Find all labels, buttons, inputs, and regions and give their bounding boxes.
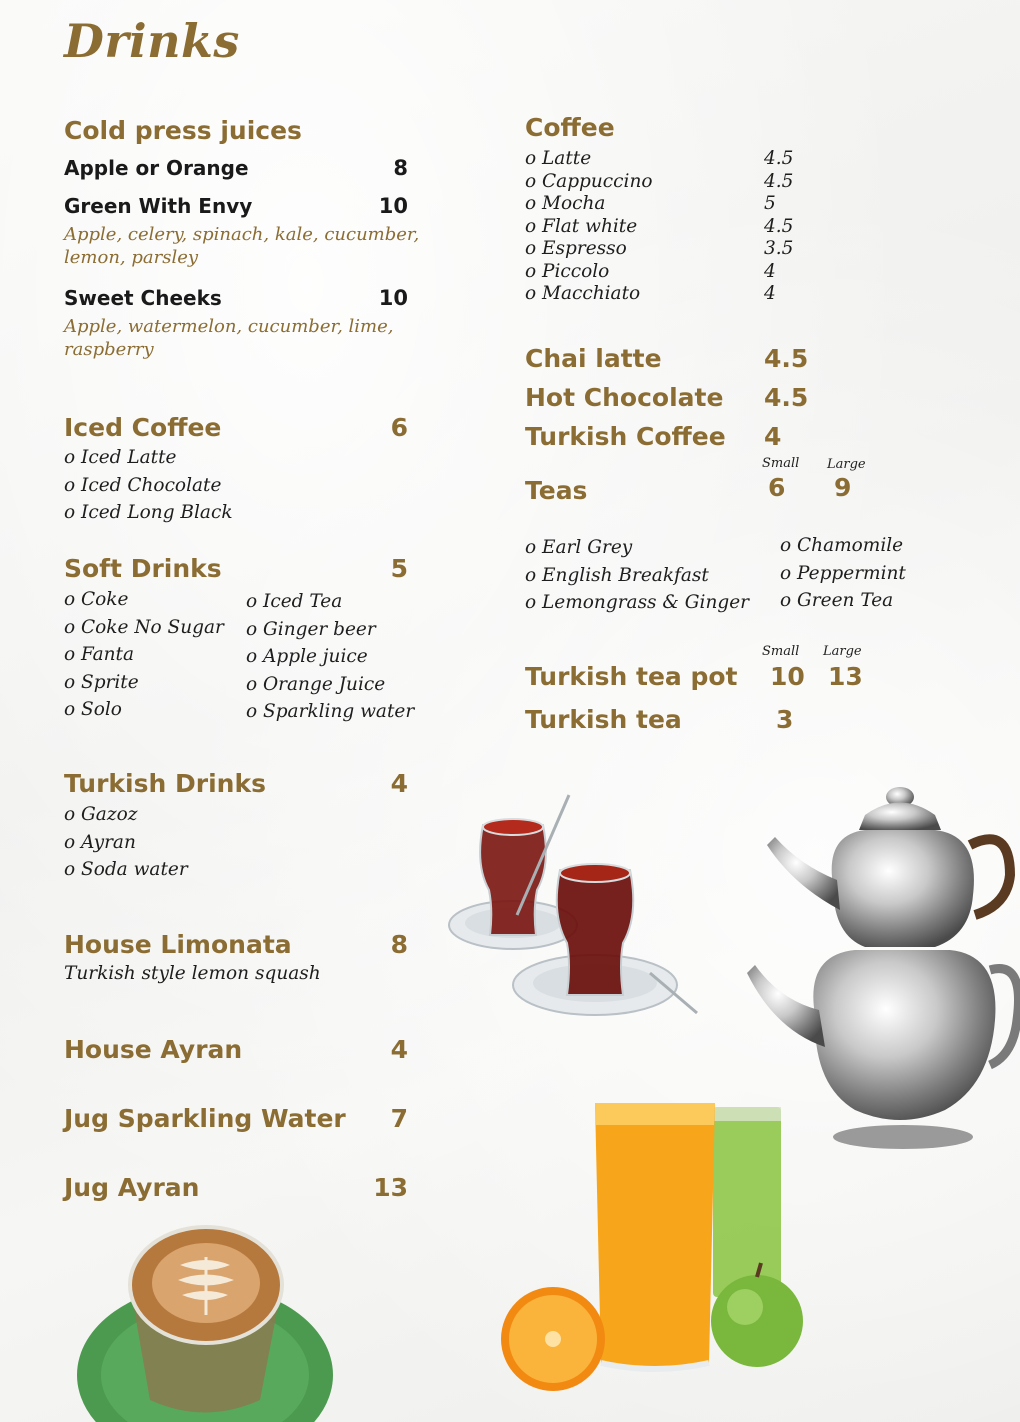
list-item: o Flat white (525, 215, 638, 237)
list-item: o Latte (525, 148, 592, 169)
list-item-price: 5 (764, 193, 776, 214)
tea-glasses-image (445, 785, 705, 1025)
list-item: o Soda water (64, 859, 188, 880)
iced-coffee-list (64, 444, 233, 527)
list-item: o Peppermint (780, 562, 906, 584)
list-item: o Solo (64, 699, 122, 720)
hot-chocolate-heading: Hot Chocolate (525, 383, 724, 412)
list-item: o Iced Tea (246, 591, 343, 612)
coffee-prices (764, 148, 793, 306)
menu-item-description: Apple, celery, spinach, kale, cucumber, lemon, parsley (64, 224, 420, 268)
list-item: o Fanta (64, 644, 135, 665)
tea-pot-small-price: 10 (770, 662, 805, 691)
iced-coffee-heading: Iced Coffee (64, 413, 222, 442)
list-item-price: 3.5 (764, 238, 794, 259)
tea-pot-small-label: Small (762, 644, 800, 659)
chai-latte-heading: Chai latte (525, 344, 662, 373)
teas-list-2 (780, 532, 906, 615)
list-item-price: 4 (764, 260, 776, 282)
jug-ayran-price: 13 (373, 1173, 408, 1202)
menu-item-name: Green With Envy (64, 194, 253, 218)
latte-coffee-image (70, 1225, 350, 1422)
coffee-heading: Coffee (525, 113, 615, 142)
list-item: o Cappuccino (525, 170, 653, 192)
jug-sparkling-heading: Jug Sparkling Water (64, 1104, 346, 1133)
turkish-drinks-price: 4 (390, 769, 408, 798)
list-item-price: 4 (764, 283, 776, 304)
turkish-coffee-heading: Turkish Coffee (525, 422, 726, 451)
turkish-drinks-list (64, 801, 188, 884)
list-item: o Gazoz (64, 804, 138, 825)
list-item: o Iced Long Black (64, 502, 233, 523)
teas-list-1 (525, 534, 749, 617)
list-item: o Coke (64, 589, 129, 610)
list-item: o Macchiato (525, 283, 641, 304)
list-item-price: 4.5 (764, 215, 794, 237)
chai-latte-price: 4.5 (764, 344, 809, 373)
teas-large-label: Large (827, 457, 866, 472)
teas-heading: Teas (525, 476, 588, 505)
list-item: o Sparkling water (246, 701, 415, 722)
teas-small-label: Small (762, 456, 800, 471)
menu-item-price: 10 (378, 286, 408, 310)
list-item: o English Breakfast (525, 564, 709, 586)
turkish-tea-pot-heading: Turkish tea pot (525, 662, 738, 691)
teas-small-price: 6 (768, 473, 786, 502)
turkish-coffee-price: 4 (764, 422, 782, 451)
house-limonata-heading: House Limonata (64, 930, 292, 959)
juices-image (495, 1095, 815, 1395)
menu-item-name: Sweet Cheeks (64, 286, 222, 310)
list-item: o Ayran (64, 831, 136, 853)
tea-pot-large-price: 13 (828, 662, 863, 691)
menu-item-price: 10 (378, 194, 408, 218)
list-item: o Sprite (64, 671, 139, 693)
list-item: o Mocha (525, 193, 606, 214)
list-item: o Espresso (525, 238, 627, 259)
iced-coffee-price: 6 (390, 413, 408, 442)
list-item: o Lemongrass & Ginger (525, 592, 750, 613)
menu-item-name: Apple or Orange (64, 156, 249, 180)
soft-drinks-list-2 (246, 588, 414, 726)
list-item: o Green Tea (780, 590, 894, 611)
list-item: o Ginger beer (246, 618, 376, 640)
house-limonata-description: Turkish style lemon squash (64, 963, 321, 984)
house-ayran-heading: House Ayran (64, 1035, 243, 1064)
cold-press-heading: Cold press juices (64, 116, 302, 145)
list-item: o Apple juice (246, 646, 368, 667)
soft-drinks-list-1 (64, 586, 224, 724)
list-item: o Orange Juice (246, 673, 386, 695)
menu-item-description: Apple, watermelon, cucumber, lime, raspberry (64, 316, 394, 360)
soft-drinks-price: 5 (390, 554, 408, 583)
teas-large-price: 9 (834, 473, 852, 502)
list-item: o Piccolo (525, 260, 610, 282)
turkish-drinks-heading: Turkish Drinks (64, 769, 266, 798)
menu-item-price: 8 (393, 156, 408, 180)
jug-sparkling-price: 7 (390, 1104, 408, 1133)
list-item: o Iced Latte (64, 447, 177, 468)
list-item: o Chamomile (780, 535, 904, 556)
list-item-price: 4.5 (764, 148, 794, 169)
hot-chocolate-price: 4.5 (764, 383, 809, 412)
jug-ayran-heading: Jug Ayran (64, 1173, 200, 1202)
list-item: o Coke No Sugar (64, 616, 224, 638)
house-ayran-price: 4 (390, 1035, 408, 1064)
turkish-tea-price: 3 (776, 705, 794, 734)
tea-pot-large-label: Large (823, 644, 862, 659)
soft-drinks-heading: Soft Drinks (64, 554, 222, 583)
coffee-list (525, 148, 653, 306)
list-item: o Earl Grey (525, 537, 633, 558)
list-item-price: 4.5 (764, 170, 794, 192)
house-limonata-price: 8 (390, 930, 408, 959)
page-title: Drinks (64, 14, 240, 68)
turkish-tea-heading: Turkish tea (525, 705, 682, 734)
list-item: o Iced Chocolate (64, 474, 222, 496)
